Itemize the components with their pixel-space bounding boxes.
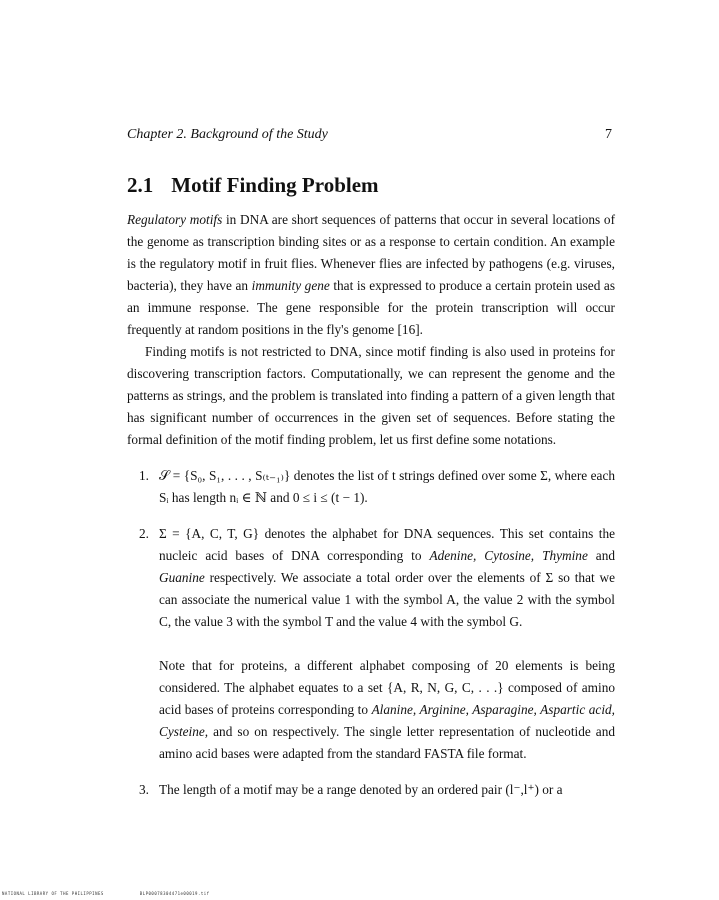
library-stamp: NATIONAL LIBRARY OF THE PHILIPPINES	[2, 891, 104, 896]
list-marker: 1.	[139, 468, 149, 483]
page-number: 7	[605, 127, 612, 142]
section-title-text: Motif Finding Problem	[171, 173, 379, 197]
list-item: 1. 𝒮 = {S₀, S₁, . . . , S₍ₜ₋₁₎} denotes the list of t strings defined over some Σ, where each Sᵢ has length nᵢ ∈ ℕ and 0 ≤ i ≤ (t − 1).	[127, 465, 615, 509]
body-text	[127, 209, 615, 815]
section-number: 2.1	[127, 173, 154, 197]
emphasis-text: Regulatory motifs	[127, 212, 223, 227]
file-id: BLP00078304471e00019.tif	[139, 891, 210, 896]
list-marker: 3.	[139, 782, 149, 797]
chapter-heading: Chapter 2. Background of the Study	[127, 127, 328, 142]
list-marker: 2.	[139, 526, 149, 541]
list-item: 2. Σ = {A, C, T, G} denotes the alphabet for DNA sequences. This set contains the nucleic acid bases of DNA corresponding to Adenine, Cytosine, Thymine and Guanine respectively. We associate a total order over the elements of Σ so that we can associate the numerical value 1 with the symbol A, the value 2 with the symbol C, the value 3 with the symbol T and the value 4 with the symbol G. Note that for proteins, a different alphabet composing of 20 elements is being considered. The alphabet equates to a set {A, R, N, G, C, . . .} composed of amino acid bases of proteins corresponding to Alanine, Arginine, Asparagine, Aspartic acid, Cysteine, and so on respectively. The single letter representation of nucleotide and amino acid bases were adapted from the standard FASTA file format.	[127, 523, 615, 765]
notation-list	[127, 465, 615, 801]
paragraph: Finding motifs is not restricted to DNA, since motif finding is also used in proteins for discovering transcription factors. Computationally, we can represent the genome and the patterns as strings, and the problem is translated into finding a pattern of a given length that has significant number of occurrences in the given set of sequences. Before stating the formal definition of the motif finding problem, let us first define some notations.	[127, 344, 615, 447]
paragraph: Regulatory motifs in DNA are short sequences of patterns that occur in several locations of the genome as transcription binding sites or as a response to certain condition. An example is the regulatory motif in fruit flies. Whenever flies are infected by pathogens (e.g. viruses, bacteria), they have an immunity gene that is expressed to produce a certain protein used as an immune response. The gene responsible for the protein transcription will occur frequently at random positions in the fly's genome [16].	[127, 212, 615, 337]
emphasis-text: immunity gene	[251, 278, 330, 293]
list-item: 3. The length of a motif may be a range denoted by an ordered pair (l⁻,l⁺) or a	[127, 779, 615, 801]
scan-footer	[2, 891, 210, 896]
section-title	[127, 173, 379, 198]
protein-note: Note that for proteins, a different alphabet composing of 20 elements is being considered. The alphabet equates to a set {A, R, N, G, C, . . .} composed of amino acid bases of proteins corresponding to Alanine, Arginine, Asparagine, Aspartic acid, Cysteine, and so on respectively. The single letter representation of nucleotide and amino acid bases were adapted from the standard FASTA file format.	[159, 658, 615, 761]
running-header	[127, 127, 612, 143]
